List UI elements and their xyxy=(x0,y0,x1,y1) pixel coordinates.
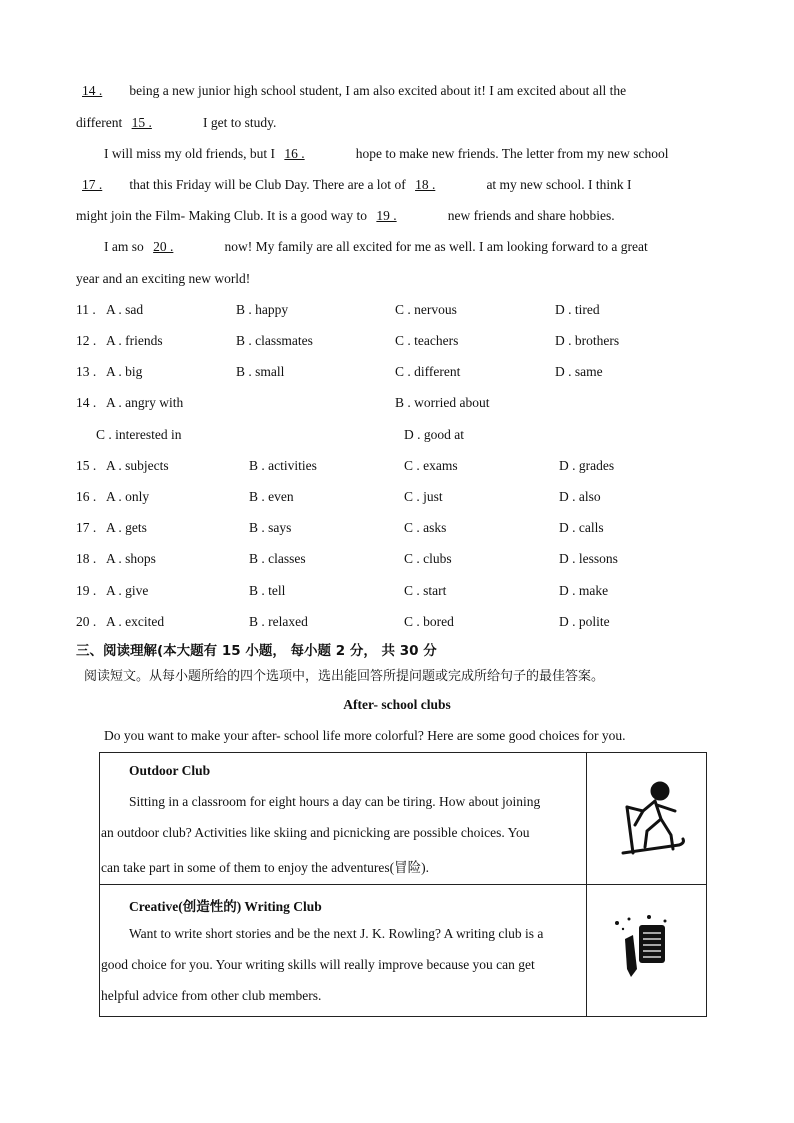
blank-20: 20 . xyxy=(153,239,174,254)
option-d[interactable]: D . polite xyxy=(559,614,610,629)
club-text-line: good choice for you. Your writing skills will really improve because you can get xyxy=(101,957,535,972)
blank-19: 19 . xyxy=(376,208,397,223)
question-number: 15 . xyxy=(76,458,97,473)
skier-icon xyxy=(587,753,706,880)
option-c[interactable]: C . different xyxy=(395,364,461,379)
option-c[interactable]: C . asks xyxy=(404,520,447,535)
option-c[interactable]: C . nervous xyxy=(395,302,457,317)
option-b[interactable]: B . classes xyxy=(249,551,306,566)
blank-14: 14 . xyxy=(82,83,103,98)
option-a[interactable]: A . excited xyxy=(106,614,165,629)
passage-text: different xyxy=(76,115,126,130)
club-image-cell xyxy=(587,753,707,885)
club-description xyxy=(100,885,587,1017)
notebook-pen-icon xyxy=(587,885,706,1012)
option-d[interactable]: D . also xyxy=(559,489,601,504)
passage-text: that this Friday will be Club Day. There are a lot of xyxy=(126,177,410,192)
option-c[interactable]: C . interested in xyxy=(96,427,182,442)
option-c[interactable]: C . exams xyxy=(404,458,458,473)
club-text-line: Sitting in a classroom for eight hours a day can be tiring. How about joining xyxy=(129,794,541,809)
club-name: Creative(创造性的) Writing Club xyxy=(129,899,322,914)
option-a[interactable]: A . shops xyxy=(106,551,156,566)
question-number: 20 . xyxy=(76,614,97,629)
club-text-line: can take part in some of them to enjoy the adventures(冒险). xyxy=(101,860,430,875)
table-row xyxy=(100,753,707,885)
option-a[interactable]: A . subjects xyxy=(106,458,169,473)
option-b[interactable]: B . even xyxy=(249,489,294,504)
option-a[interactable]: A . angry with xyxy=(106,395,184,410)
blank-18: 18 . xyxy=(415,177,436,192)
table-row xyxy=(100,885,707,1017)
question-options xyxy=(76,583,736,601)
option-c[interactable]: C . clubs xyxy=(404,551,452,566)
option-d[interactable]: D . tired xyxy=(555,302,600,317)
clubs-table xyxy=(99,752,707,1017)
option-d[interactable]: D . good at xyxy=(404,427,464,442)
passage-line xyxy=(76,208,615,224)
option-b[interactable]: B . worried about xyxy=(395,395,490,410)
blank-17: 17 . xyxy=(82,177,103,192)
club-text-line: an outdoor club? Activities like skiing and picnicking are possible choices. You xyxy=(101,825,530,840)
question-options xyxy=(76,489,736,507)
blank-16: 16 . xyxy=(284,146,305,161)
option-b[interactable]: B . tell xyxy=(249,583,286,598)
question-options xyxy=(76,364,736,382)
option-a[interactable]: A . big xyxy=(106,364,143,379)
option-c[interactable]: C . just xyxy=(404,489,443,504)
option-a[interactable]: A . gets xyxy=(106,520,147,535)
question-options xyxy=(76,427,736,445)
question-number: 16 . xyxy=(76,489,97,504)
section-title: 三、阅读理解(本大题有 15 小题， 每小题 2 分， 共 30 分 xyxy=(76,643,437,659)
option-d[interactable]: D . same xyxy=(555,364,603,379)
option-a[interactable]: A . give xyxy=(106,583,149,598)
option-b[interactable]: B . relaxed xyxy=(249,614,308,629)
question-options xyxy=(76,614,736,632)
question-number: 18 . xyxy=(76,551,97,566)
option-d[interactable]: D . grades xyxy=(559,458,615,473)
passage-line xyxy=(104,146,669,162)
passage-line xyxy=(76,271,250,287)
passage-text: being a new junior high school student, I am also excited about it! I am excited about all the xyxy=(126,83,627,98)
question-number: 13 . xyxy=(76,364,97,379)
option-b[interactable]: B . happy xyxy=(236,302,289,317)
question-options xyxy=(76,551,736,569)
article-intro: Do you want to make your after- school life more colorful? Here are some good choices for you. xyxy=(104,728,626,743)
option-a[interactable]: A . friends xyxy=(106,333,163,348)
passage-text: might join the Film- Making Club. It is a good way to xyxy=(76,208,371,223)
passage-line xyxy=(76,115,276,131)
option-b[interactable]: B . activities xyxy=(249,458,317,473)
passage-text: I will miss my old friends, but I xyxy=(104,146,279,161)
passage-text: hope to make new friends. The letter from my new school xyxy=(352,146,669,161)
passage-text: I get to study. xyxy=(199,115,277,130)
passage-text: at my new school. I think I xyxy=(483,177,632,192)
question-number: 17 . xyxy=(76,520,97,535)
club-text-line: helpful advice from other club members. xyxy=(101,988,322,1003)
club-description xyxy=(100,753,587,885)
question-options xyxy=(76,302,736,320)
passage-text: now! My family are all excited for me as well. I am looking forward to a great xyxy=(221,239,648,254)
passage-line xyxy=(76,83,626,99)
option-a[interactable]: A . only xyxy=(106,489,150,504)
option-b[interactable]: B . classmates xyxy=(236,333,313,348)
passage-line xyxy=(104,239,648,255)
question-number: 11 . xyxy=(76,302,96,317)
article-title: After- school clubs xyxy=(343,697,451,712)
option-b[interactable]: B . says xyxy=(249,520,292,535)
question-number: 12 . xyxy=(76,333,97,348)
question-options xyxy=(76,520,736,538)
passage-text: year and an exciting new world! xyxy=(76,271,251,286)
club-image-cell xyxy=(587,885,707,1017)
question-options xyxy=(76,458,736,476)
club-text-line: Want to write short stories and be the next J. K. Rowling? A writing club is a xyxy=(129,926,544,941)
passage-text: I am so xyxy=(104,239,148,254)
option-d[interactable]: D . make xyxy=(559,583,609,598)
option-c[interactable]: C . start xyxy=(404,583,447,598)
passage-text: new friends and share hobbies. xyxy=(444,208,615,223)
option-d[interactable]: D . brothers xyxy=(555,333,620,348)
option-c[interactable]: C . bored xyxy=(404,614,454,629)
question-options xyxy=(76,395,736,413)
question-number: 14 . xyxy=(76,395,97,410)
club-name: Outdoor Club xyxy=(129,763,211,778)
option-a[interactable]: A . sad xyxy=(106,302,144,317)
question-options xyxy=(76,333,736,351)
option-d[interactable]: D . calls xyxy=(559,520,604,535)
section-instruction: 阅读短文。从每小题所给的四个选项中，选出能回答所提问题或完成所给句子的最佳答案。 xyxy=(84,669,605,684)
blank-15: 15 . xyxy=(131,115,152,130)
option-d[interactable]: D . lessons xyxy=(559,551,618,566)
option-b[interactable]: B . small xyxy=(236,364,285,379)
passage-line xyxy=(76,177,632,193)
question-number: 19 . xyxy=(76,583,97,598)
option-c[interactable]: C . teachers xyxy=(395,333,459,348)
